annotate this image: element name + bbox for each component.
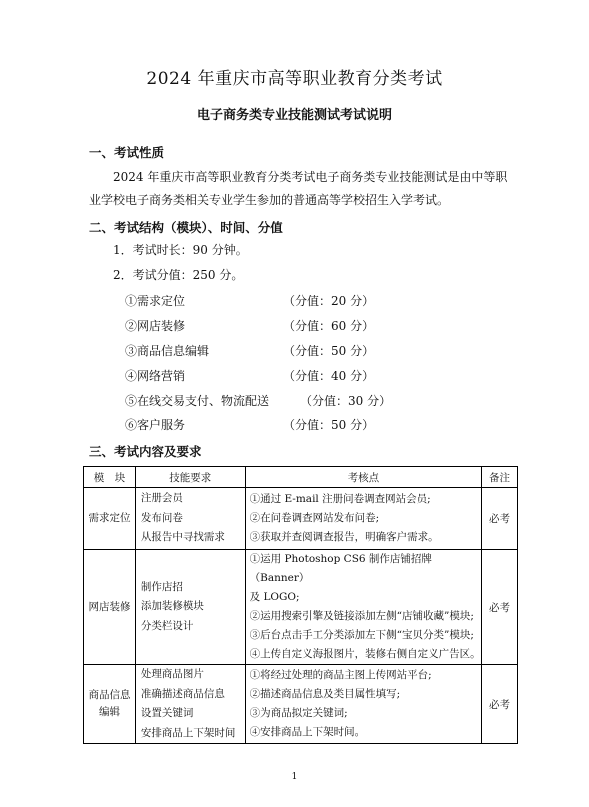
- module-row: [125, 317, 425, 335]
- section-heading-structure: 二、考试结构（模块）、时间、分值: [89, 220, 283, 235]
- module-score: （分值：50 分）: [283, 344, 375, 358]
- note-cell: 必考: [482, 550, 518, 665]
- module-row: [125, 342, 425, 360]
- module-name: ④网络营销: [125, 369, 186, 383]
- section-heading-content: 三、考试内容及要求: [89, 444, 202, 459]
- points-cell: ①将经过处理的商品主图上传网站平台; ②描述商品信息及类目属性填写; ③为商品拟定关键词; ④安排商品上下架时间。: [245, 665, 481, 744]
- skills-cell: 制作店招 添加装修模块 分类栏设计: [135, 550, 245, 665]
- module-row: [125, 292, 425, 310]
- page-number: 1: [291, 772, 298, 782]
- skills-cell: 处理商品图片 准确描述商品信息 设置关键词 安排商品上下架时间: [135, 665, 245, 744]
- note-cell: 必考: [482, 665, 518, 744]
- module-score: （分值：30 分）: [300, 394, 392, 408]
- table-row: [84, 488, 518, 550]
- page-title: 2024 年重庆市高等职业教育分类考试: [146, 69, 443, 89]
- module-cell: 网店装修: [84, 550, 136, 665]
- module-name: ①需求定位: [125, 294, 186, 308]
- table-header-row: [84, 467, 518, 488]
- header-module: 模 块: [84, 467, 136, 488]
- module-row: [125, 392, 425, 410]
- exam-time: 1．考试时长：90 分钟。: [113, 243, 248, 257]
- note-cell: 必考: [482, 488, 518, 550]
- nature-line-1: 2024 年重庆市高等职业教育分类考试电子商务类专业技能测试是由中等职: [113, 170, 508, 184]
- module-name: ②网店装修: [125, 319, 186, 333]
- module-name: ⑥客户服务: [125, 418, 186, 432]
- module-cell: 需求定位: [84, 488, 136, 550]
- table-row: [84, 550, 518, 665]
- page-subtitle: 电子商务类专业技能测试考试说明: [196, 108, 392, 123]
- module-score: （分值：40 分）: [283, 369, 375, 383]
- nature-line-2: 业学校电子商务类相关专业学生参加的普通高等学校招生入学考试。: [89, 193, 450, 207]
- module-score: （分值：20 分）: [283, 294, 375, 308]
- skills-cell: 注册会员 发布问卷 从报告中寻找需求: [135, 488, 245, 550]
- header-skills: 技能要求: [135, 467, 245, 488]
- header-points: 考核点: [245, 467, 481, 488]
- header-note: 备注: [482, 467, 518, 488]
- module-cell: 商品信息 编辑: [84, 665, 136, 744]
- module-score: （分值：60 分）: [283, 319, 375, 333]
- module-row: [125, 367, 425, 385]
- points-cell: ①通过 E-mail 注册问卷调查网站会员; ②在问卷调查网站发布问卷; ③获取并查阅调查报告，明确客户需求。: [245, 488, 481, 550]
- module-row: [125, 416, 425, 434]
- content-table: [83, 466, 518, 744]
- exam-score: 2．考试分值：250 分。: [113, 268, 244, 282]
- module-name: ⑤在线交易支付、物流配送: [125, 394, 270, 408]
- table-row: [84, 665, 518, 744]
- points-cell: ①运用 Photoshop CS6 制作店铺招牌（Banner） 及 LOGO; ②运用搜索引擎及链接添加左侧“店铺收藏”模块; ③后台点击手工分类添加左下侧“宝贝分类”模块; ④上传自定义海报图片，装修右侧自定义广告区。: [245, 550, 481, 665]
- module-name: ③商品信息编辑: [125, 344, 210, 358]
- module-score: （分值：50 分）: [283, 418, 375, 432]
- section-heading-nature: 一、考试性质: [89, 145, 165, 160]
